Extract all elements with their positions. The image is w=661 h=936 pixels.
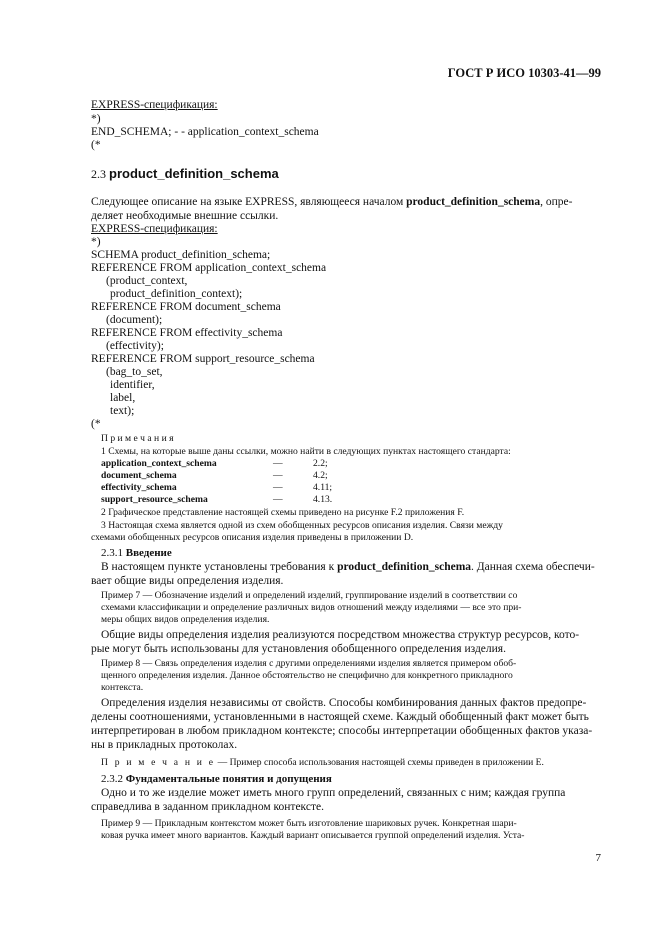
paragraph-line: справедлива в заданном прикладном контексте. <box>91 801 324 813</box>
document-header-id: ГОСТ Р ИСО 10303-41—99 <box>447 66 601 80</box>
paragraph-line: Одно и то же изделие может иметь много групп определений, связанных с ним; каждая группа <box>101 787 566 799</box>
paragraph-line: рые могут быть использованы для установления обобщенного определения изделия. <box>91 643 506 655</box>
code-line: *) <box>91 113 101 125</box>
subsection-heading <box>101 773 332 785</box>
ref-dash: — <box>273 482 283 493</box>
code-line: REFERENCE FROM effectivity_schema <box>91 327 283 339</box>
example-8-line: Пример 8 — Связь определения изделия с другими определениями изделия является примером обоб- <box>101 658 517 669</box>
note-1: 1 Схемы, на которые выше даны ссылки, можно найти в следующих пунктах настоящего стандарта: <box>101 446 511 457</box>
note-3-line-2: схемами обобщенных ресурсов описания изделия приведены в приложении D. <box>91 532 414 543</box>
note-text: — Пример способа использования настоящей схемы приведен в приложении E. <box>215 757 544 768</box>
ref-schema: effectivity_schema <box>101 482 177 493</box>
section-number: 2.3 <box>91 167 106 181</box>
page-number: 7 <box>595 852 601 864</box>
paragraph-line: делены соотношениями, установленными в настоящей схеме. Каждый обобщенный факт может быть <box>91 711 589 723</box>
code-line: *) <box>91 236 101 248</box>
paragraph-line: вает общие виды определения изделия. <box>91 575 284 587</box>
intro-line-2: деляет необходимые внешние ссылки. <box>91 210 279 222</box>
section-title: product_definition_schema <box>109 166 279 181</box>
ref-clause: 4.11; <box>313 482 333 493</box>
intro-paragraph <box>91 195 601 209</box>
ref-schema: application_context_schema <box>101 458 217 469</box>
ref-dash: — <box>273 494 283 505</box>
ref-row <box>101 470 177 482</box>
code-line: label, <box>110 392 136 404</box>
intro-text: Следующее описание на языке EXPRESS, являющееся началом <box>91 196 407 208</box>
note-label: П р и м е ч а н и е <box>101 757 216 768</box>
example-7-line: меры общих видов определения изделия. <box>101 614 270 625</box>
paragraph-line: Общие виды определения изделия реализуются посредством множества структур ресурсов, кото- <box>101 629 580 641</box>
ref-schema: document_schema <box>101 470 177 481</box>
code-line: (* <box>91 139 101 151</box>
subsection-title: Фундаментальные понятия и допущения <box>125 773 332 785</box>
subsection-heading <box>101 547 172 559</box>
ref-row <box>101 494 208 506</box>
ref-clause: 4.2; <box>313 470 328 481</box>
code-line: REFERENCE FROM document_schema <box>91 301 281 313</box>
code-line: END_SCHEMA; - - application_context_schema <box>91 126 319 138</box>
example-9-line: ковая ручка имеет много вариантов. Каждый вариант описывается группой определений изделия. Уста- <box>101 830 525 841</box>
ref-dash: — <box>273 470 283 481</box>
code-line: (bag_to_set, <box>106 366 163 378</box>
paragraph-line <box>101 561 595 574</box>
note-line <box>101 757 544 768</box>
ref-clause: 4.13. <box>313 494 333 505</box>
express-spec-label: EXPRESS-спецификация: <box>91 223 218 235</box>
note-3-line-1: 3 Настоящая схема является одной из схем обобщенных ресурсов описания изделия. Связи между <box>101 520 503 531</box>
code-line: product_definition_context); <box>110 288 243 300</box>
paragraph-line: Определения изделия независимы от свойств. Способы комбинирования данных фактов предопре- <box>101 697 587 709</box>
subsection-number: 2.3.1 <box>101 547 123 559</box>
code-line: text); <box>110 405 135 417</box>
example-7-line: Пример 7 — Обозначение изделий и определений изделий, группирование изделий в соответствии со <box>101 590 518 601</box>
ref-dash: — <box>273 458 283 469</box>
example-8-line: контекста. <box>101 682 144 693</box>
paragraph-line: интерпретирован в любом прикладном контексте; способы интерпретации обобщенных фактов указа- <box>91 725 593 737</box>
subsection-number: 2.3.2 <box>101 773 123 785</box>
note-2: 2 Графическое представление настоящей схемы приведено на рисунке F.2 приложения F. <box>101 507 465 518</box>
ref-clause: 2.2; <box>313 458 328 469</box>
code-line: identifier, <box>110 379 155 391</box>
example-7-line: схемами классификации и определение различных видов отношений между изделиями — все это при- <box>101 602 522 613</box>
example-8-line: щенного определения изделия. Данное обстоятельство не специфично для конкретного прикладного <box>101 670 513 681</box>
code-line: REFERENCE FROM application_context_schema <box>91 262 327 274</box>
ref-row <box>101 458 217 470</box>
code-line: (* <box>91 418 101 430</box>
section-heading <box>91 166 279 182</box>
paragraph-line: ны в прикладных протоколах. <box>91 739 238 751</box>
intro-schema-name: product_definition_schema <box>406 196 541 208</box>
example-9-line: Пример 9 — Прикладным контекстом может быть изготовление шариковых ручек. Конкретная шари- <box>101 818 517 829</box>
paragraph-text: . Данная схема обеспечи- <box>471 561 595 573</box>
ref-schema: support_resource_schema <box>101 494 208 505</box>
code-line: (product_context, <box>106 275 188 287</box>
code-line: (document); <box>106 314 163 326</box>
code-line: SCHEMA product_definition_schema; <box>91 249 271 261</box>
ref-row <box>101 482 177 494</box>
code-line: (effectivity); <box>106 340 164 352</box>
notes-heading: П р и м е ч а н и я <box>101 433 174 444</box>
code-line: REFERENCE FROM support_resource_schema <box>91 353 315 365</box>
paragraph-text: В настоящем пункте установлены требования к <box>101 561 338 573</box>
subsection-title: Введение <box>125 547 172 559</box>
schema-name: product_definition_schema <box>337 561 472 573</box>
express-spec-label: EXPRESS-спецификация: <box>91 99 218 111</box>
intro-text: , опре- <box>540 196 573 208</box>
